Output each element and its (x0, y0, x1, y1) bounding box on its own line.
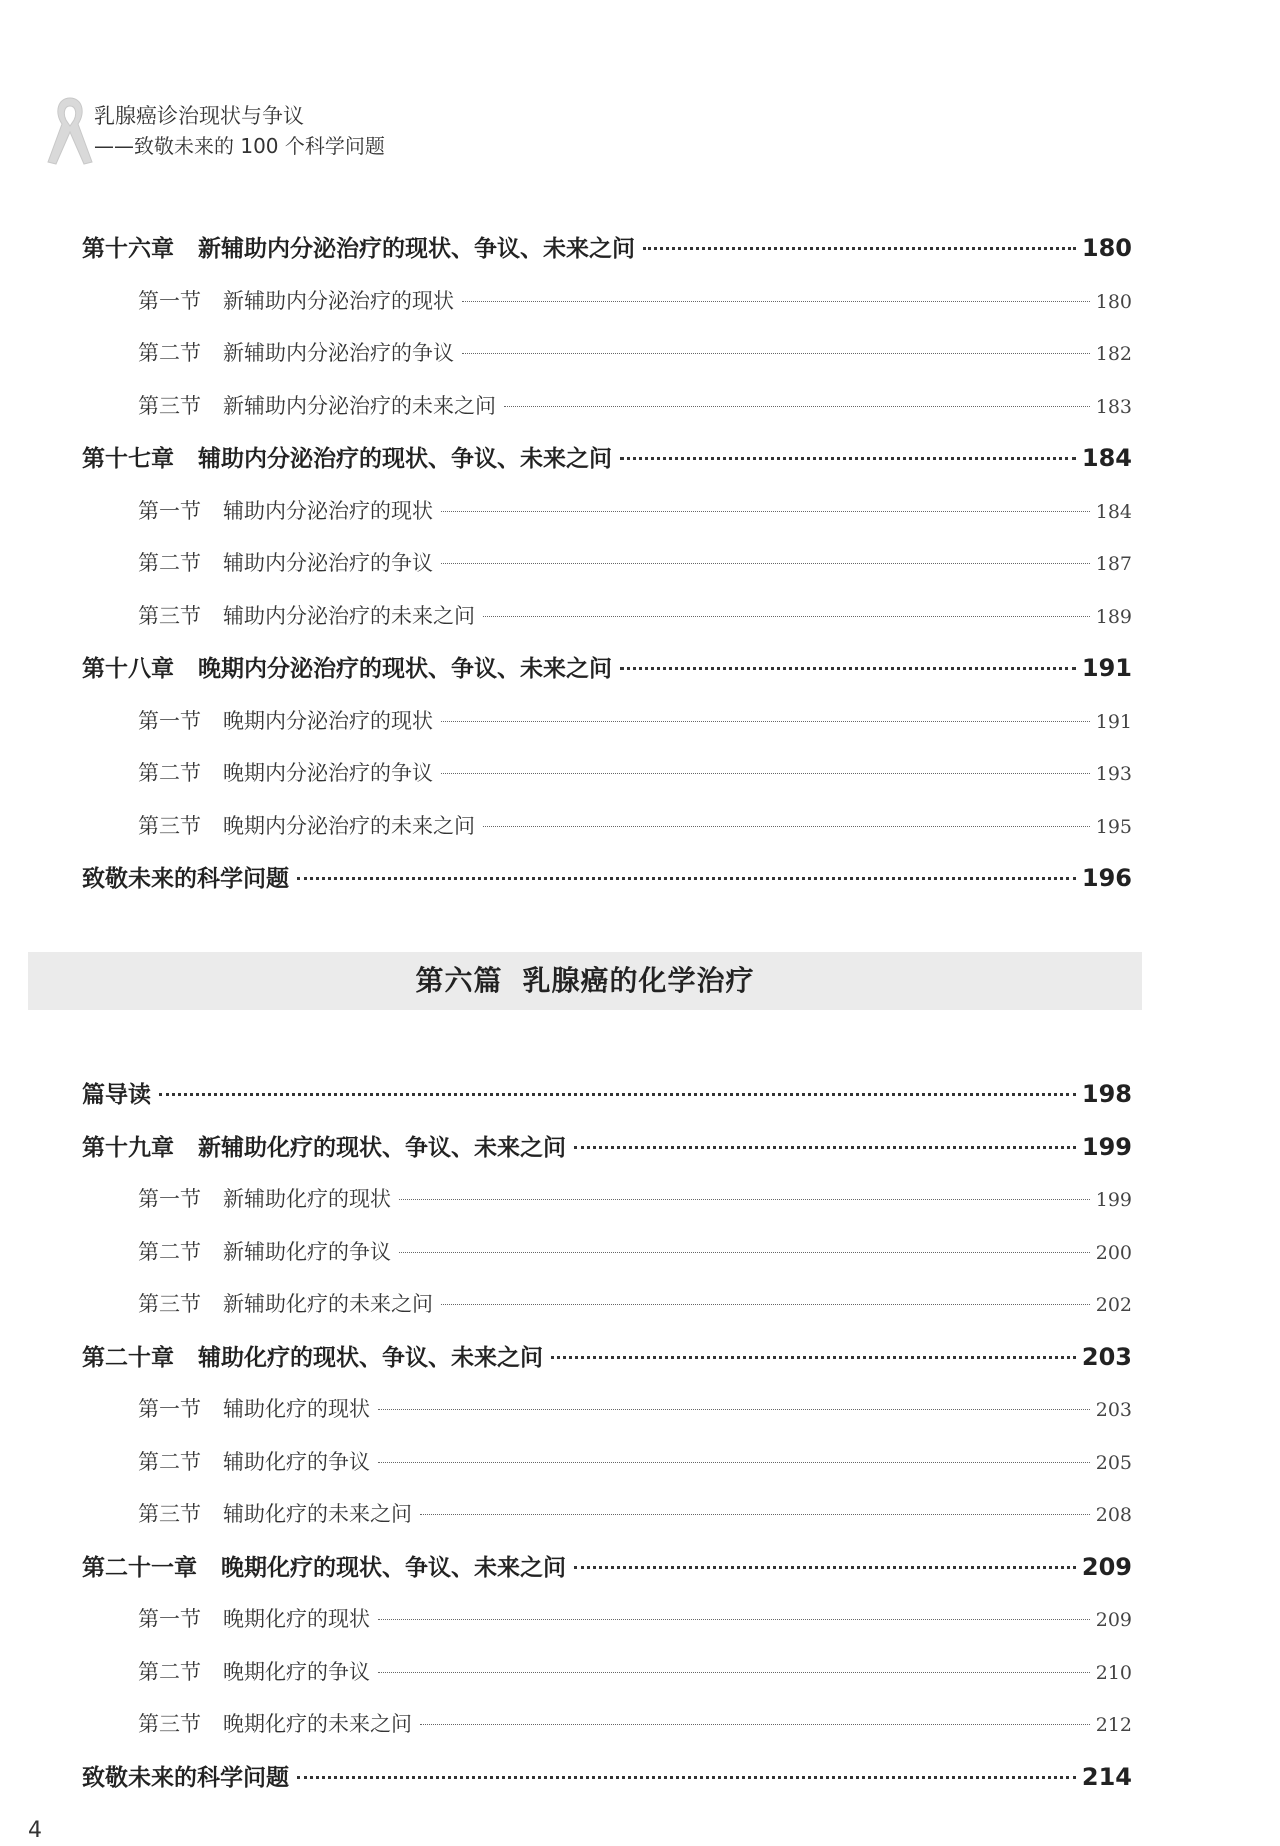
entry-title: 辅助化疗的现状 (223, 1397, 370, 1421)
entry-number: 第三节 (138, 393, 201, 418)
entry-number: 第十八章 (82, 656, 174, 682)
toc-section-entry[interactable] (138, 1488, 1132, 1540)
entry-number: 第三节 (138, 1502, 201, 1526)
entry-title: 辅助内分泌治疗的争议 (223, 551, 433, 575)
entry-title: 新辅助化疗的争议 (223, 1239, 391, 1264)
entry-title: 晚期化疗的现状、争议、未来之问 (221, 1554, 566, 1581)
entry-title: 篇导读 (82, 1082, 151, 1108)
entry-page-number: 202 (1095, 1294, 1132, 1316)
dot-leader (420, 1724, 1090, 1725)
entry-page-number: 200 (1095, 1241, 1132, 1264)
dot-leader (399, 1252, 1090, 1253)
toc-section-entry[interactable] (138, 1226, 1132, 1278)
entry-title: 新辅助化疗的现状 (223, 1187, 391, 1211)
entry-number: 第二节 (138, 551, 201, 575)
entry-number: 第一节 (138, 288, 201, 313)
dot-leader (574, 1146, 1076, 1149)
dot-leader (297, 877, 1076, 880)
entry-page-number: 203 (1081, 1342, 1132, 1371)
entry-page-number: 208 (1095, 1504, 1132, 1526)
toc-section-entry[interactable] (138, 695, 1132, 747)
part-number: 第六篇 (415, 964, 503, 997)
part-title: 乳腺癌的化学治疗 (522, 964, 755, 997)
entry-number: 第二节 (138, 341, 201, 365)
dot-leader (551, 1356, 1076, 1359)
entry-page-number: 212 (1095, 1714, 1132, 1736)
entry-page-number: 196 (1081, 864, 1132, 892)
dot-leader (441, 563, 1090, 564)
dot-leader (643, 247, 1076, 250)
toc-section-entry[interactable] (138, 1173, 1132, 1225)
entry-page-number: 191 (1095, 710, 1132, 733)
entry-page-number: 184 (1081, 444, 1132, 472)
entry-number: 第二十章 (82, 1344, 174, 1371)
entry-page-number: 209 (1081, 1552, 1132, 1581)
entry-page-number: 180 (1095, 290, 1132, 313)
entry-number: 第二十一章 (82, 1554, 197, 1581)
entry-number: 第三节 (138, 813, 201, 838)
page-number: 4 (28, 1818, 42, 1843)
entry-title: 辅助化疗的未来之问 (223, 1502, 412, 1526)
entry-number: 第十六章 (82, 236, 174, 262)
entry-title: 晚期化疗的争议 (223, 1659, 370, 1684)
toc-section-entry[interactable] (138, 327, 1132, 379)
dot-leader (620, 667, 1076, 670)
dot-leader (574, 1566, 1076, 1569)
toc-section-entry[interactable] (138, 800, 1132, 852)
entry-title: 晚期内分泌治疗的争议 (223, 761, 433, 785)
entry-title: 晚期内分泌治疗的现状 (223, 708, 433, 733)
entry-title: 新辅助化疗的现状、争议、未来之问 (198, 1134, 566, 1161)
dot-leader (483, 616, 1090, 617)
entry-page-number: 180 (1081, 234, 1132, 262)
dot-leader (378, 1462, 1090, 1463)
entry-number: 第二节 (138, 1449, 201, 1474)
toc-section-entry[interactable] (138, 1593, 1132, 1645)
entry-title: 新辅助内分泌治疗的现状 (223, 288, 454, 313)
entry-title: 辅助化疗的现状、争议、未来之问 (198, 1344, 543, 1371)
entry-page-number: 187 (1095, 553, 1132, 575)
dot-leader (441, 721, 1090, 722)
entry-number: 第三节 (138, 1712, 201, 1736)
entry-number: 第二节 (138, 1239, 201, 1264)
dot-leader (297, 1776, 1076, 1779)
entry-page-number: 205 (1095, 1451, 1132, 1474)
toc-section-entry[interactable] (138, 590, 1132, 642)
entry-number: 第一节 (138, 1397, 201, 1421)
toc-section-entry[interactable] (138, 1278, 1132, 1330)
entry-title: 晚期内分泌治疗的未来之问 (223, 813, 475, 838)
toc-chapter-entry[interactable] (82, 1751, 1132, 1803)
entry-number: 第十七章 (82, 446, 174, 472)
entry-page-number: 195 (1095, 815, 1132, 838)
entry-number: 第一节 (138, 1187, 201, 1211)
entry-number: 第三节 (138, 603, 201, 628)
toc-chapter-entry[interactable] (82, 852, 1132, 904)
entry-title: 辅助内分泌治疗的现状、争议、未来之问 (198, 446, 612, 472)
entry-title: 辅助内分泌治疗的未来之问 (223, 603, 475, 628)
dot-leader (620, 457, 1076, 460)
toc-section-entry[interactable] (138, 1698, 1132, 1750)
entry-title: 新辅助内分泌治疗的未来之问 (223, 393, 496, 418)
entry-page-number: 199 (1081, 1132, 1132, 1161)
dot-leader (483, 826, 1090, 827)
entry-number: 第一节 (138, 708, 201, 733)
dot-leader (399, 1199, 1090, 1200)
entry-page-number: 198 (1081, 1080, 1132, 1108)
toc-chapter-entry[interactable] (82, 1541, 1132, 1593)
dot-leader (378, 1619, 1090, 1620)
toc-section-entry[interactable] (138, 1646, 1132, 1698)
toc-section-entry[interactable] (138, 1383, 1132, 1435)
entry-page-number: 191 (1081, 654, 1132, 682)
dot-leader (378, 1409, 1090, 1410)
dot-leader (504, 406, 1090, 407)
toc-chapter-entry[interactable] (82, 432, 1132, 484)
toc-section-entry[interactable] (138, 485, 1132, 537)
entry-title: 晚期化疗的现状 (223, 1607, 370, 1631)
entry-number: 第一节 (138, 1607, 201, 1631)
toc-section-entry[interactable] (138, 1436, 1132, 1488)
toc-chapter-entry[interactable] (82, 1121, 1132, 1173)
entry-title: 新辅助内分泌治疗的争议 (223, 341, 454, 365)
entry-number: 第一节 (138, 498, 201, 523)
toc-section-entry[interactable] (138, 275, 1132, 327)
entry-page-number: 193 (1095, 763, 1132, 785)
toc-chapter-entry[interactable] (82, 1068, 1132, 1120)
dot-leader (462, 301, 1090, 302)
dot-leader (441, 1304, 1090, 1305)
entry-page-number: 189 (1095, 605, 1132, 628)
entry-page-number: 203 (1095, 1399, 1132, 1421)
awareness-ribbon-icon (40, 92, 100, 170)
toc-chapter-entry[interactable] (82, 1331, 1132, 1383)
running-header (40, 92, 640, 172)
toc-section-entry[interactable] (138, 537, 1132, 589)
entry-title: 辅助内分泌治疗的现状 (223, 498, 433, 523)
entry-page-number: 183 (1095, 395, 1132, 418)
entry-title: 致敬未来的科学问题 (82, 1764, 289, 1791)
part-banner (28, 952, 1142, 1010)
entry-page-number: 182 (1095, 343, 1132, 365)
dot-leader (441, 511, 1090, 512)
entry-number: 第二节 (138, 761, 201, 785)
entry-page-number: 210 (1095, 1661, 1132, 1684)
entry-number: 第二节 (138, 1659, 201, 1684)
book-title: 乳腺癌诊治现状与争议 (94, 104, 304, 128)
entry-page-number: 214 (1081, 1762, 1132, 1791)
toc-section-entry[interactable] (138, 747, 1132, 799)
entry-title: 辅助化疗的争议 (223, 1449, 370, 1474)
dot-leader (462, 353, 1090, 354)
entry-title: 晚期内分泌治疗的现状、争议、未来之问 (198, 656, 612, 682)
entry-title: 新辅助化疗的未来之问 (223, 1292, 433, 1316)
entry-page-number: 184 (1095, 500, 1132, 523)
entry-page-number: 199 (1095, 1189, 1132, 1211)
toc-chapter-entry[interactable] (82, 222, 1132, 274)
entry-number: 第十九章 (82, 1134, 174, 1161)
entry-number: 第三节 (138, 1292, 201, 1316)
entry-title: 晚期化疗的未来之问 (223, 1712, 412, 1736)
entry-page-number: 209 (1095, 1609, 1132, 1631)
dot-leader (378, 1672, 1090, 1673)
entry-title: 致敬未来的科学问题 (82, 866, 289, 892)
dot-leader (420, 1514, 1090, 1515)
book-subtitle: ——致敬未来的 100 个科学问题 (94, 134, 385, 158)
dot-leader (159, 1093, 1076, 1096)
dot-leader (441, 773, 1090, 774)
toc-chapter-entry[interactable] (82, 642, 1132, 694)
toc-section-entry[interactable] (138, 380, 1132, 432)
entry-title: 新辅助内分泌治疗的现状、争议、未来之问 (198, 236, 635, 262)
